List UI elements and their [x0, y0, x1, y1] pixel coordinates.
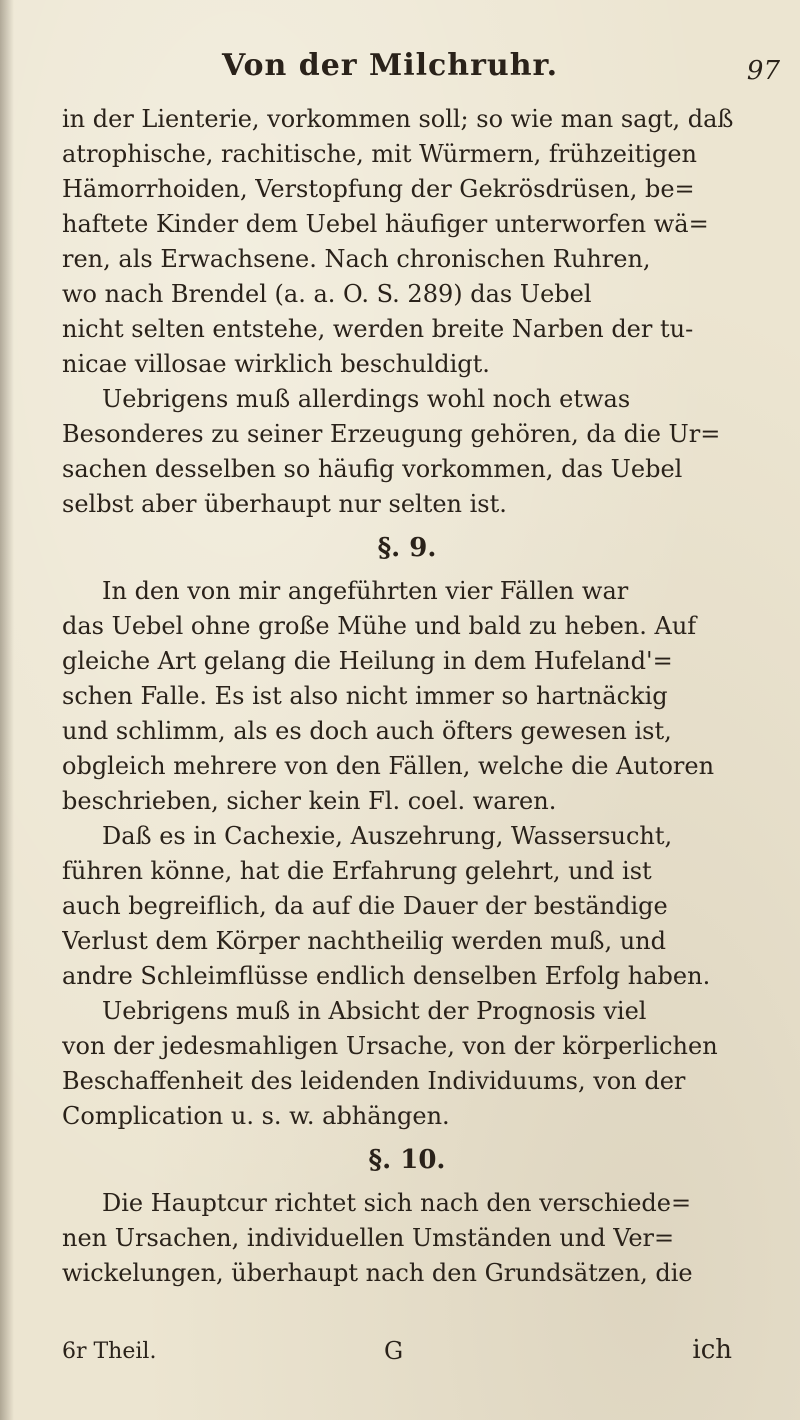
text-line: haftete Kinder dem Uebel häufiger unterworfen wä= — [62, 210, 709, 238]
text-line: Verlust dem Körper nachtheilig werden muß, und — [62, 927, 666, 955]
text-line: auch begreiflich, da auf die Dauer der beständige — [62, 892, 668, 920]
text-line: Daß es in Cachexie, Auszehrung, Wassersucht, — [102, 822, 673, 850]
text-line: nen Ursachen, individuellen Umständen und Ver= — [62, 1224, 675, 1252]
text-line: gleiche Art gelang die Heilung in dem Hufeland'= — [62, 647, 673, 675]
text-line: Uebrigens muß in Absicht der Prognosis viel — [102, 997, 647, 1025]
page-header — [90, 40, 780, 96]
text-line: das Uebel ohne große Mühe und bald zu heben. Auf — [62, 612, 697, 640]
text-line: nicae villosae wirklich beschuldigt. — [62, 350, 490, 378]
text-line: ren, als Erwachsene. Nach chronischen Ruhren, — [62, 245, 651, 273]
text-line: wo nach Brendel (a. a. O. S. 289) das Uebel — [62, 280, 592, 308]
page-number: 97 — [746, 56, 780, 86]
body-text — [62, 102, 752, 1291]
text-line: schen Falle. Es ist also nicht immer so hartnäckig — [62, 682, 668, 710]
page-footer — [62, 1333, 752, 1373]
text-line: andre Schleimflüsse endlich denselben Erfolg haben. — [62, 962, 711, 990]
text-line: obgleich mehrere von den Fällen, welche die Autoren — [62, 752, 715, 780]
page-edge-shadow — [0, 0, 14, 1420]
catchword: ich — [692, 1335, 732, 1365]
text-line: nicht selten entstehe, werden breite Narben der tu- — [62, 315, 694, 343]
section-heading: §. 9. — [377, 533, 437, 563]
text-line: beschrieben, sicher kein Fl. coel. waren. — [62, 787, 557, 815]
text-line: In den von mir angeführten vier Fällen war — [102, 577, 629, 605]
text-line: Complication u. s. w. abhängen. — [62, 1102, 450, 1130]
text-line: und schlimm, als es doch auch öfters gewesen ist, — [62, 717, 672, 745]
text-line: Hämorrhoiden, Verstopfung der Gekrösdrüsen, be= — [62, 175, 695, 203]
text-line: sachen desselben so häufig vorkommen, das Uebel — [62, 455, 683, 483]
section-heading: §. 10. — [368, 1145, 446, 1175]
text-line: selbst aber überhaupt nur selten ist. — [62, 490, 507, 518]
text-line: Die Hauptcur richtet sich nach den verschiede= — [102, 1189, 692, 1217]
volume-signature: 6r Theil. — [62, 1339, 157, 1364]
text-line: von der jedesmahligen Ursache, von der körperlichen — [62, 1032, 718, 1060]
text-line: in der Lienterie, vorkommen soll; so wie man sagt, daß — [62, 105, 734, 133]
text-line: wickelungen, überhaupt nach den Grundsätzen, die — [62, 1259, 693, 1287]
text-line: Beschaffenheit des leidenden Individuums, von der — [62, 1067, 686, 1095]
running-head: Von der Milchruhr. — [221, 48, 559, 83]
text-line: führen könne, hat die Erfahrung gelehrt, und ist — [62, 857, 652, 885]
sheet-signature-mark: G — [384, 1337, 404, 1365]
text-line: Uebrigens muß allerdings wohl noch etwas — [102, 385, 631, 413]
text-line: atrophische, rachitische, mit Würmern, frühzeitigen — [62, 140, 698, 168]
text-line: Besonderes zu seiner Erzeugung gehören, da die Ur= — [62, 420, 721, 448]
